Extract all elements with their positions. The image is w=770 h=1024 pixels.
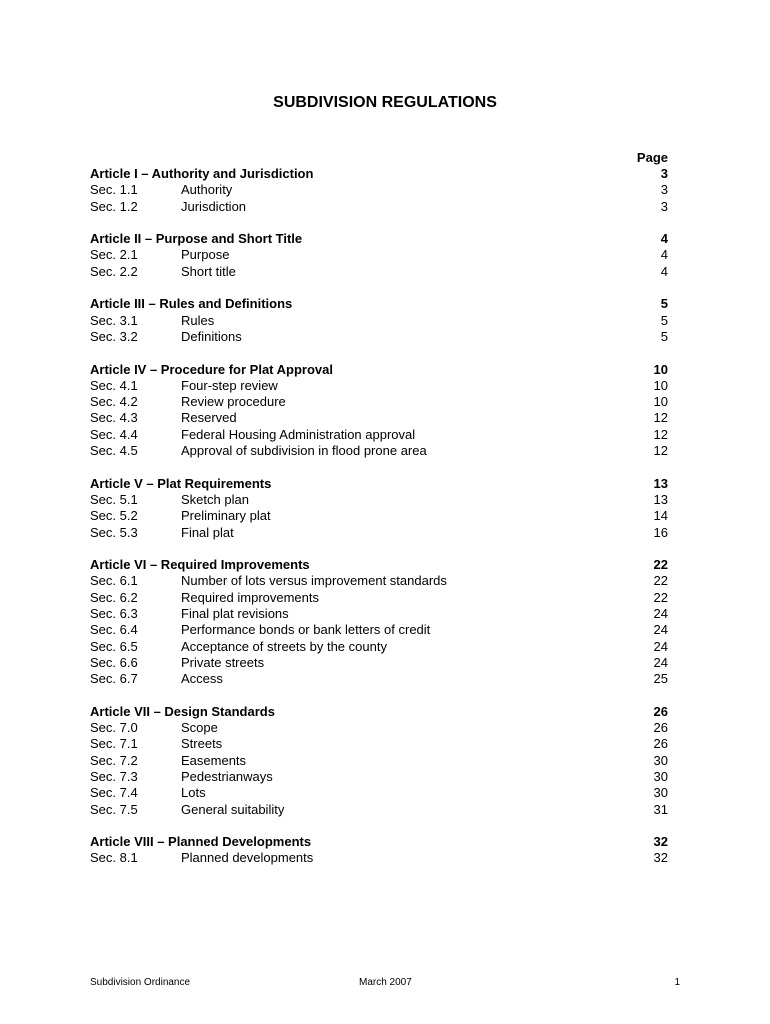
toc-section-page: 30: [653, 785, 668, 801]
toc-article-title: Article I – Authority and Jurisdiction: [90, 166, 314, 181]
toc-section-page: 13: [653, 491, 668, 507]
toc-article: [90, 231, 668, 280]
toc-section-title: Lots: [181, 785, 206, 801]
toc-section-title: Definitions: [181, 328, 242, 344]
toc-article-heading: [90, 557, 668, 573]
toc-article-heading: [90, 704, 668, 720]
toc-section-row: [90, 378, 668, 394]
toc-section-number: Sec. 6.1: [90, 573, 138, 589]
toc-section-title: Approval of subdivision in flood prone area: [181, 443, 427, 459]
toc-section-number: Sec. 5.2: [90, 508, 138, 524]
toc-section-page: 24: [653, 606, 668, 622]
toc-section-number: Sec. 2.2: [90, 263, 138, 279]
toc-section-title: Authority: [181, 182, 233, 198]
footer-page-number: 1: [674, 977, 680, 988]
toc-article-page: 5: [660, 296, 668, 312]
toc-section-page: 12: [653, 410, 668, 426]
toc-section-title: Final plat revisions: [181, 606, 289, 622]
toc-article-title: Article VI – Required Improvements: [90, 557, 310, 573]
toc-article-page: 4: [660, 231, 668, 247]
toc-section-row: [90, 769, 668, 785]
toc-section-page: 4: [660, 263, 668, 279]
toc-section-title: Review procedure: [181, 394, 286, 410]
toc-section-number: Sec. 4.3: [90, 410, 138, 426]
toc-section-row: [90, 427, 668, 443]
toc-article-title: Article IV – Procedure for Plat Approval: [90, 361, 333, 377]
toc-article: [90, 704, 668, 818]
toc-section-title: Pedestrianways: [181, 768, 273, 784]
toc-article-page: 32: [653, 834, 668, 850]
toc-section-number: Sec. 4.4: [90, 426, 138, 442]
toc-section-title: Private streets: [181, 654, 265, 670]
toc-article-page: 13: [653, 475, 668, 491]
toc-section-title: Reserved: [181, 410, 237, 426]
toc-section-number: Sec. 3.2: [90, 328, 138, 344]
toc-section-page: 16: [653, 524, 668, 540]
toc-section-title: General suitability: [181, 801, 285, 817]
toc-section-row: [90, 655, 668, 671]
toc-article-page: 26: [653, 703, 668, 719]
toc-section-page: 5: [660, 312, 668, 328]
toc-article-title: Article II – Purpose and Short Title: [90, 231, 303, 247]
toc-section-row: [90, 802, 668, 818]
toc-section-title: Short title: [181, 263, 236, 279]
toc-section-row: [90, 573, 668, 589]
toc-article-title: Article V – Plat Requirements: [90, 475, 272, 491]
toc-section-page: 12: [653, 426, 668, 442]
toc-section-page: 31: [653, 801, 668, 817]
toc-section-row: [90, 590, 668, 606]
toc-section-title: Four-step review: [181, 377, 278, 393]
toc-section-page: 22: [653, 573, 668, 589]
toc-section-row: [90, 622, 668, 638]
toc-section-row: [90, 720, 668, 736]
toc-section-page: 5: [660, 328, 668, 344]
toc-section-row: [90, 606, 668, 622]
toc-section-row: [90, 394, 668, 410]
toc-section-row: [90, 410, 668, 426]
toc-section-title: Scope: [181, 720, 218, 736]
toc-section-title: Rules: [181, 312, 215, 328]
toc-section-row: [90, 736, 668, 752]
toc-section-title: Jurisdiction: [181, 198, 247, 214]
toc-section-title: Number of lots versus improvement standards: [181, 573, 447, 589]
toc-section-row: [90, 850, 668, 866]
toc-section-row: [90, 639, 668, 655]
toc-article-page: 3: [660, 166, 668, 181]
toc-section-row: [90, 785, 668, 801]
toc-section-title: Federal Housing Administration approval: [181, 426, 416, 442]
toc-article-heading: [90, 166, 668, 182]
toc-section-page: 12: [653, 443, 668, 459]
toc-section-page: 22: [653, 589, 668, 605]
toc-section-number: Sec. 7.2: [90, 752, 138, 768]
toc-section-number: Sec. 6.2: [90, 589, 138, 605]
toc-section-title: Access: [181, 671, 223, 687]
toc-section-number: Sec. 8.1: [90, 850, 138, 866]
toc-section-row: [90, 199, 668, 215]
toc-section-row: [90, 492, 668, 508]
toc-article: [90, 834, 668, 867]
toc-article-heading: [90, 362, 668, 378]
toc-article: [90, 557, 668, 687]
toc-section-number: Sec. 6.6: [90, 654, 138, 670]
toc-section-number: Sec. 4.5: [90, 443, 138, 459]
toc-section-row: [90, 264, 668, 280]
toc-section-number: Sec. 5.1: [90, 491, 138, 507]
toc-section-row: [90, 313, 668, 329]
toc-section-page: 3: [660, 198, 668, 214]
toc-article-title: Article III – Rules and Definitions: [90, 296, 293, 312]
toc-section-page: 4: [660, 247, 668, 263]
toc-section-page: 10: [653, 394, 668, 410]
toc-section-title: Preliminary plat: [181, 508, 271, 524]
toc-section-page: 24: [653, 622, 668, 638]
toc-section-number: Sec. 6.7: [90, 671, 138, 687]
toc-section-number: Sec. 2.1: [90, 247, 138, 263]
toc-section-page: 30: [653, 752, 668, 768]
toc-section-page: 25: [653, 671, 668, 687]
toc-article: [90, 362, 668, 460]
toc-section-number: Sec. 5.3: [90, 524, 138, 540]
toc-section-number: Sec. 7.3: [90, 768, 138, 784]
toc-section-number: Sec. 7.0: [90, 720, 138, 736]
toc-section-number: Sec. 7.4: [90, 785, 138, 801]
toc-section-number: Sec. 3.1: [90, 312, 138, 328]
toc-section-page: 30: [653, 768, 668, 784]
footer-date: March 2007: [359, 977, 412, 988]
toc-section-page: 24: [653, 638, 668, 654]
table-of-contents: [90, 166, 668, 883]
toc-section-number: Sec. 7.1: [90, 736, 138, 752]
toc-section-number: Sec. 6.5: [90, 638, 138, 654]
toc-section-number: Sec. 6.3: [90, 606, 138, 622]
toc-section-number: Sec. 1.1: [90, 182, 138, 198]
toc-section-number: Sec. 1.2: [90, 198, 138, 214]
toc-section-page: 26: [653, 720, 668, 736]
toc-article: [90, 296, 668, 345]
toc-section-row: [90, 508, 668, 524]
footer-document-name: Subdivision Ordinance: [90, 977, 191, 988]
toc-section-title: Required improvements: [181, 589, 320, 605]
toc-section-row: [90, 443, 668, 459]
toc-section-title: Streets: [181, 736, 223, 752]
toc-section-page: 14: [653, 508, 668, 524]
toc-article-heading: [90, 476, 668, 492]
toc-article: [90, 476, 668, 541]
toc-article-heading: [90, 231, 668, 247]
toc-section-row: [90, 671, 668, 687]
toc-section-title: Acceptance of streets by the county: [181, 638, 387, 654]
document-title: SUBDIVISION REGULATIONS: [273, 94, 497, 111]
toc-article-heading: [90, 834, 668, 850]
toc-article-page: 10: [653, 361, 668, 377]
toc-section-title: Sketch plan: [181, 491, 249, 507]
toc-section-title: Planned developments: [181, 850, 314, 866]
page-column-header: Page: [636, 150, 668, 165]
toc-section-row: [90, 329, 668, 345]
toc-section-page: 24: [653, 654, 668, 670]
toc-section-row: [90, 247, 668, 263]
toc-section-row: [90, 525, 668, 541]
toc-section-page: 3: [660, 182, 668, 198]
toc-article-title: Article VIII – Planned Developments: [90, 834, 312, 850]
toc-section-number: Sec. 7.5: [90, 801, 138, 817]
toc-section-title: Final plat: [181, 524, 234, 540]
toc-section-row: [90, 182, 668, 198]
toc-section-number: Sec. 4.2: [90, 394, 138, 410]
toc-section-title: Performance bonds or bank letters of credit: [181, 622, 431, 638]
toc-section-title: Easements: [181, 752, 247, 768]
toc-section-title: Purpose: [181, 247, 230, 263]
toc-section-page: 26: [653, 736, 668, 752]
toc-article-heading: [90, 296, 668, 312]
toc-section-number: Sec. 4.1: [90, 377, 138, 393]
toc-section-number: Sec. 6.4: [90, 622, 138, 638]
toc-section-page: 10: [653, 377, 668, 393]
toc-article-page: 22: [653, 557, 668, 573]
toc-section-row: [90, 753, 668, 769]
toc-article-title: Article VII – Design Standards: [90, 703, 275, 719]
toc-article: [90, 166, 668, 215]
toc-section-page: 32: [653, 850, 668, 866]
